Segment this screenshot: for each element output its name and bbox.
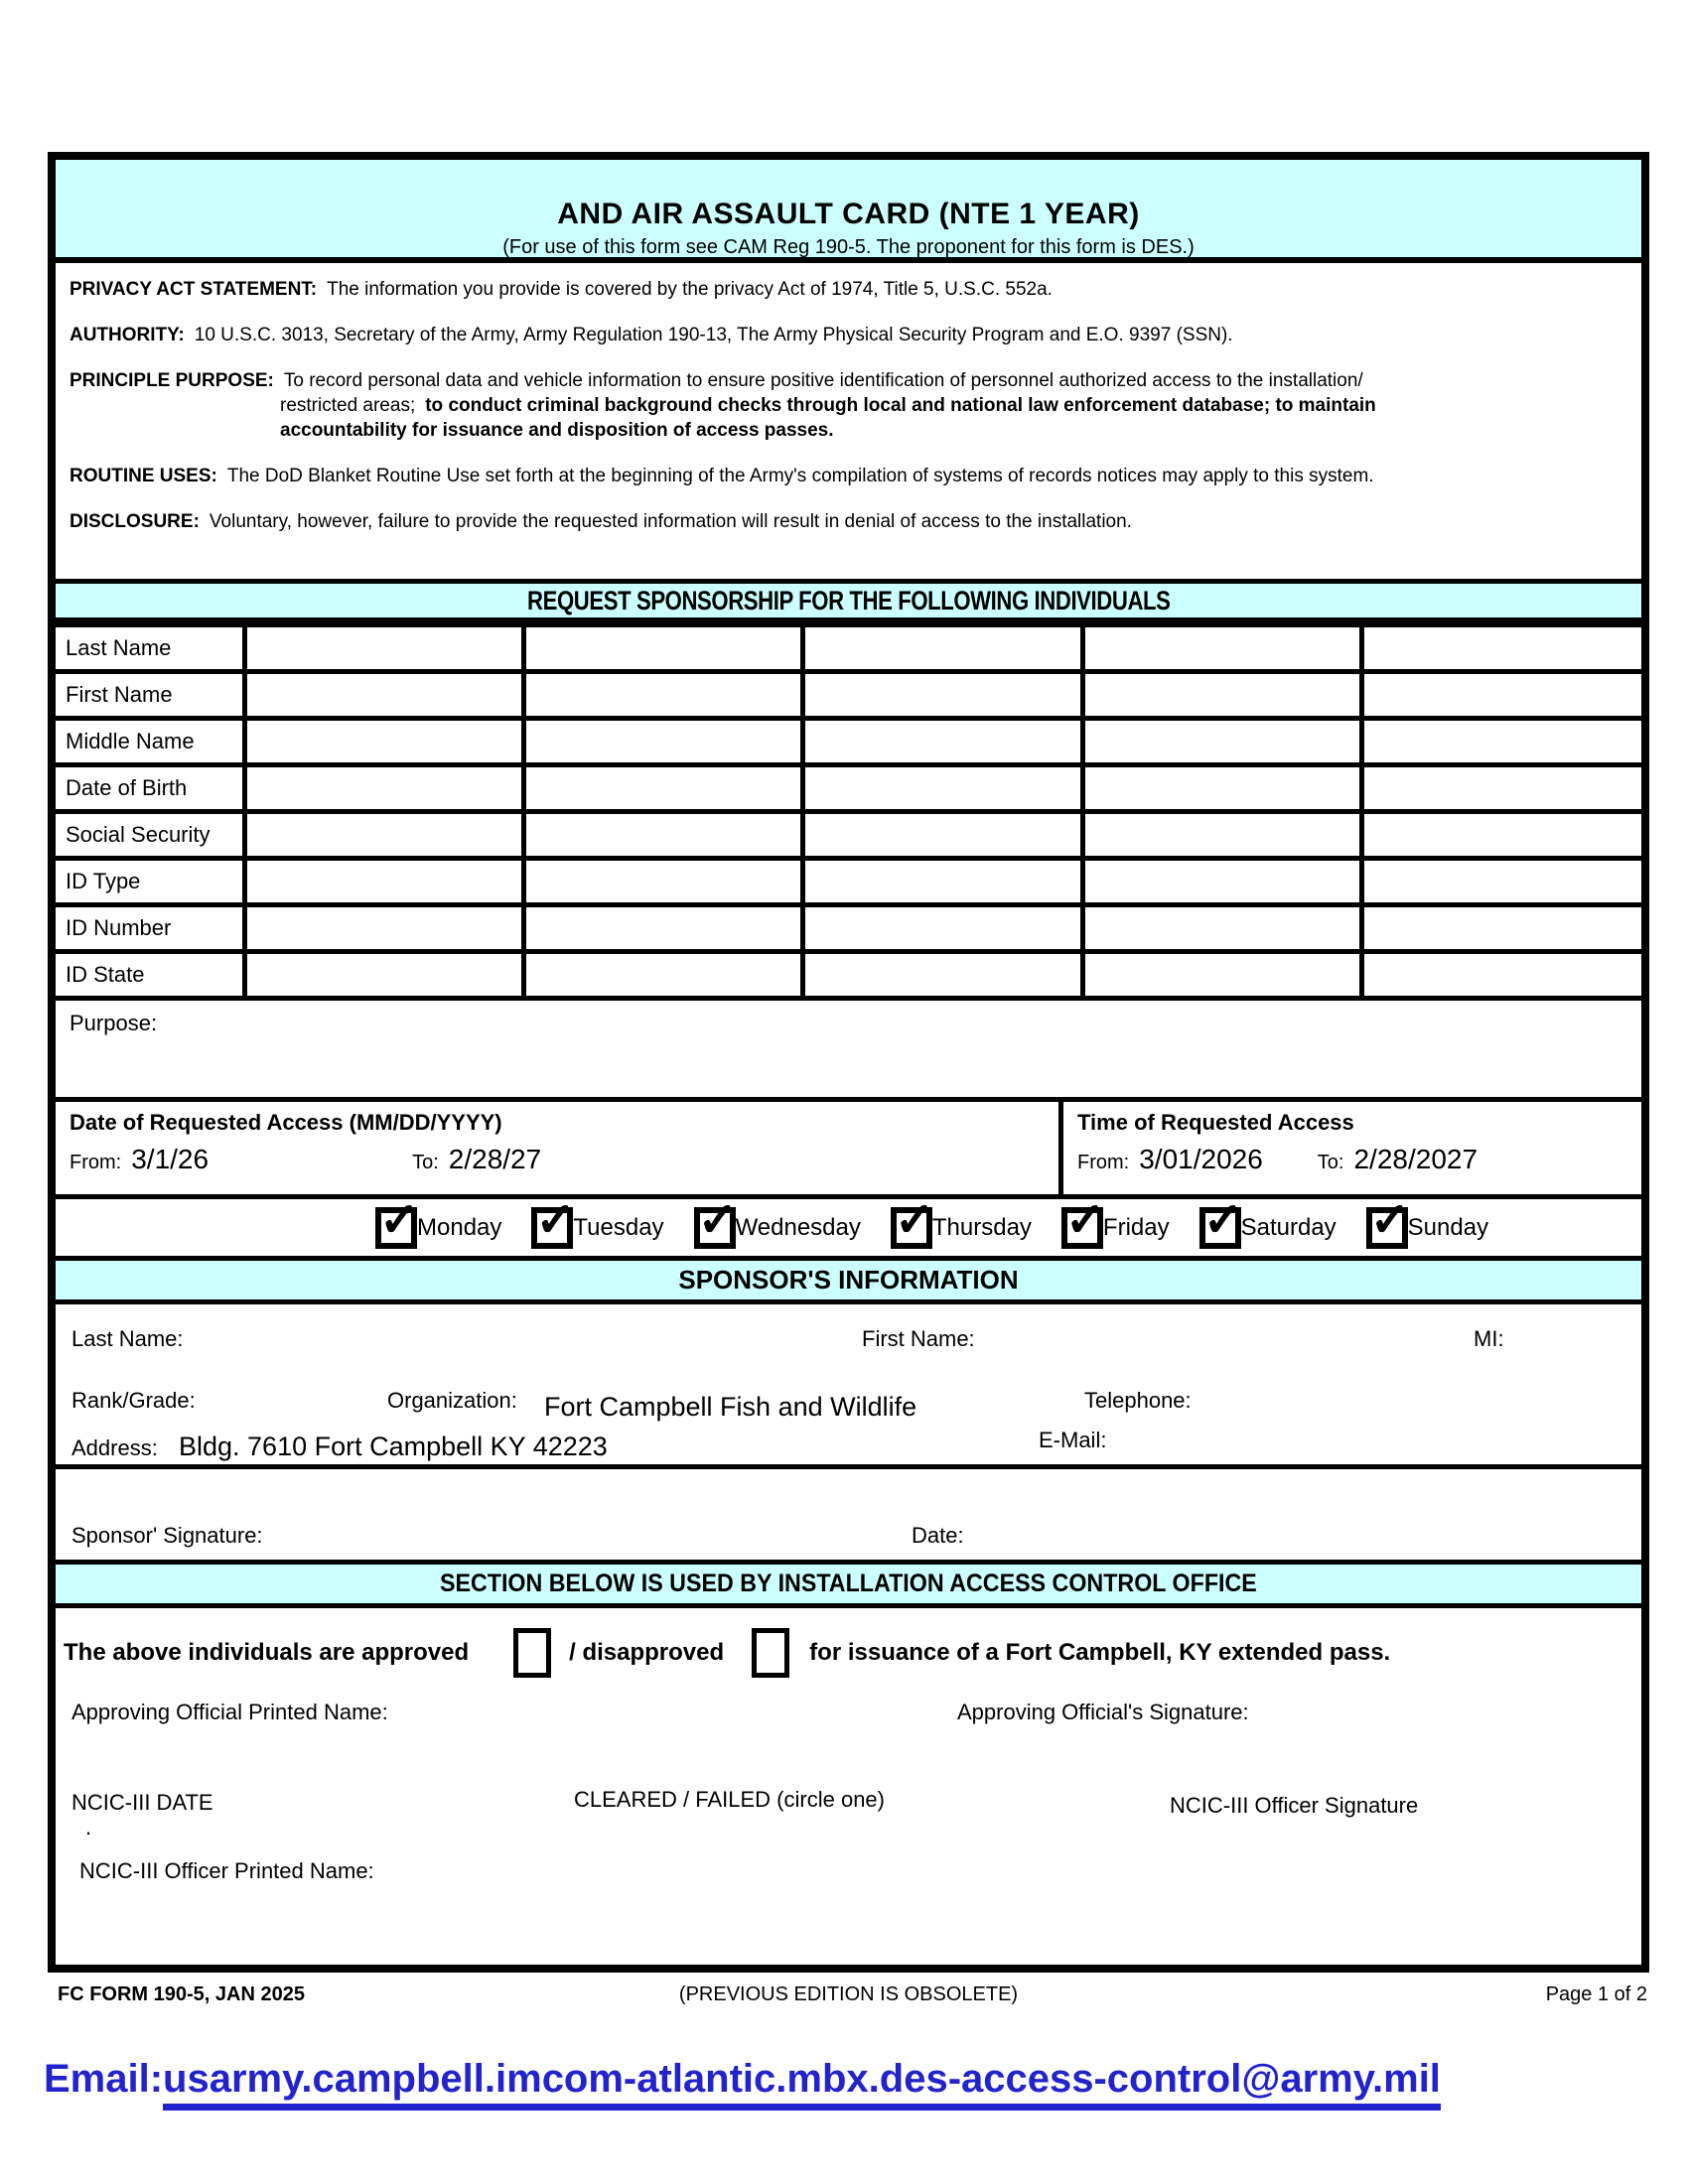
id-number-field-2[interactable] (523, 905, 802, 952)
date-from-value[interactable]: 3/1/26 (131, 1144, 210, 1174)
row-label-first-name: First Name (56, 672, 244, 719)
sponsor-signature-label: Sponsor' Signature: (71, 1523, 263, 1548)
table-row (56, 765, 1641, 812)
principle-purpose-line3: accountability for issuance and disposition of access passes. (280, 420, 834, 441)
middle-name-field-5[interactable] (1362, 719, 1641, 765)
id-type-field-4[interactable] (1082, 859, 1361, 905)
last-name-field-1[interactable] (244, 625, 523, 672)
authority-label: AUTHORITY: (70, 325, 185, 345)
page-indicator: Page 1 of 2 (1545, 1983, 1647, 2005)
approval-text-3: for issuance of a Fort Campbell, KY extended pass. (809, 1639, 1391, 1666)
day-label: Friday (1102, 1213, 1170, 1241)
wednesday-checkbox[interactable] (694, 1193, 738, 1249)
id-type-field-3[interactable] (803, 859, 1082, 905)
ncic-date-dot: . (85, 1815, 92, 1840)
approval-text-1: The above individuals are approved (64, 1639, 470, 1666)
first-name-field-5[interactable] (1362, 672, 1641, 719)
day-saturday (1199, 1193, 1336, 1249)
id-number-field-4[interactable] (1082, 905, 1361, 952)
tuesday-checkbox[interactable] (531, 1193, 576, 1249)
day-label: Thursday (931, 1213, 1032, 1241)
sponsor-mi-label: MI: (1474, 1326, 1504, 1351)
saturday-checkbox[interactable] (1199, 1193, 1243, 1249)
form-header (56, 160, 1641, 263)
ssn-field-2[interactable] (523, 812, 802, 859)
row-label-id-type: ID Type (56, 859, 244, 905)
row-label-last-name: Last Name (56, 625, 244, 672)
last-name-field-5[interactable] (1362, 625, 1641, 672)
disclosure-label: DISCLOSURE: (70, 511, 200, 532)
principle-purpose (70, 368, 1623, 443)
individuals-table (56, 622, 1641, 1001)
principle-purpose-line2-normal: restricted areas; (280, 395, 416, 416)
sponsor-telephone-label: Telephone: (1084, 1388, 1192, 1413)
disclosure (70, 509, 1623, 534)
row-label-id-number: ID Number (56, 905, 244, 952)
privacy-statement-text: The information you provide is covered by the privacy Act of 1974, Title 5, U.S.C. 552a. (327, 279, 1053, 300)
check-icon: ✓ (697, 1193, 738, 1247)
table-row (56, 812, 1641, 859)
date-access-title: Date of Requested Access (MM/DD/YYYY) (70, 1110, 502, 1135)
principle-purpose-line2 (280, 393, 1623, 418)
monday-checkbox[interactable] (375, 1193, 420, 1249)
id-state-field-2[interactable] (523, 952, 802, 999)
table-row (56, 719, 1641, 765)
id-state-field-3[interactable] (803, 952, 1082, 999)
email-label: Email: (44, 2057, 164, 2101)
form-title: AND AIR ASSAULT CARD (NTE 1 YEAR) (557, 198, 1140, 230)
authority (70, 323, 1623, 347)
day-label: Saturday (1240, 1213, 1336, 1241)
privacy-statement (70, 277, 1623, 302)
routine-uses (70, 464, 1623, 488)
sunday-checkbox[interactable] (1366, 1193, 1410, 1249)
row-label-middle-name: Middle Name (56, 719, 244, 765)
table-row (56, 905, 1641, 952)
thursday-checkbox[interactable] (891, 1193, 935, 1249)
id-type-field-5[interactable] (1362, 859, 1641, 905)
ssn-field-1[interactable] (244, 812, 523, 859)
sponsor-signature-area (56, 1469, 1641, 1565)
middle-name-field-4[interactable] (1082, 719, 1361, 765)
table-row (56, 952, 1641, 999)
ssn-field-3[interactable] (803, 812, 1082, 859)
dob-field-5[interactable] (1362, 765, 1641, 812)
ncic-date-label: NCIC-III DATE (71, 1790, 213, 1815)
check-icon: ✓ (1369, 1193, 1410, 1247)
dob-field-4[interactable] (1082, 765, 1361, 812)
id-state-field-5[interactable] (1362, 952, 1641, 999)
privacy-act-section (56, 263, 1641, 579)
email-address-link[interactable]: usarmy.campbell.imcom-atlantic.mbx.des-access-control@army.mil (163, 2057, 1441, 2111)
approving-official-signature-label: Approving Official's Signature: (957, 1700, 1249, 1724)
date-to-value[interactable]: 2/28/27 (448, 1144, 542, 1174)
time-from-value[interactable]: 3/01/2026 (1139, 1144, 1263, 1174)
ssn-field-5[interactable] (1362, 812, 1641, 859)
sponsor-information-header (56, 1261, 1641, 1304)
time-to-label: To: (1317, 1152, 1344, 1173)
day-label: Wednesday (735, 1213, 861, 1241)
table-row (56, 672, 1641, 719)
check-icon: ✓ (535, 1193, 576, 1247)
ncic-officer-printed-name-label: NCIC-III Officer Printed Name: (79, 1858, 374, 1883)
date-from-label: From: (70, 1152, 122, 1173)
day-wednesday (694, 1193, 861, 1249)
sponsor-information-title: SPONSOR'S INFORMATION (678, 1265, 1019, 1295)
request-sponsorship-title: REQUEST SPONSORSHIP FOR THE FOLLOWING INDIVIDUALS (526, 585, 1171, 615)
middle-name-field-2[interactable] (523, 719, 802, 765)
approval-text-2: / disapproved (569, 1639, 725, 1666)
dob-field-1[interactable] (244, 765, 523, 812)
purpose-field[interactable] (56, 1001, 1641, 1102)
cleared-failed-label[interactable]: CLEARED / FAILED (circle one) (574, 1787, 885, 1812)
access-control-header (56, 1565, 1641, 1608)
middle-name-field-1[interactable] (244, 719, 523, 765)
sponsor-email-label: E-Mail: (1039, 1428, 1107, 1452)
sponsor-address-value[interactable]: Bldg. 7610 Fort Campbell KY 42223 (179, 1432, 608, 1461)
contact-email-line (44, 2057, 1441, 2102)
check-icon: ✓ (1202, 1193, 1243, 1247)
purpose-label: Purpose: (70, 1011, 158, 1035)
approved-checkbox[interactable] (513, 1628, 551, 1678)
middle-name-field-3[interactable] (803, 719, 1082, 765)
friday-checkbox[interactable] (1061, 1193, 1106, 1249)
id-state-field-4[interactable] (1082, 952, 1361, 999)
request-sponsorship-header (56, 579, 1641, 622)
sponsor-last-name-label: Last Name: (71, 1326, 184, 1351)
day-sunday (1366, 1193, 1489, 1249)
principle-purpose-line1: To record personal data and vehicle information to ensure positive identification of personnel authorized access to the installation/ (283, 370, 1363, 391)
id-number-field-5[interactable] (1362, 905, 1641, 952)
principle-purpose-label: PRINCIPLE PURPOSE: (70, 370, 274, 391)
row-label-social-security: Social Security (56, 812, 244, 859)
approval-section (56, 1608, 1641, 1965)
form-number: FC FORM 190-5, JAN 2025 (58, 1983, 305, 2005)
id-type-field-1[interactable] (244, 859, 523, 905)
check-icon: ✓ (379, 1193, 420, 1247)
check-icon: ✓ (894, 1193, 935, 1247)
days-of-week-row (56, 1193, 1641, 1261)
table-row (56, 859, 1641, 905)
sponsor-rank-label: Rank/Grade: (71, 1388, 196, 1413)
first-name-field-3[interactable] (803, 672, 1082, 719)
previous-edition-note: (PREVIOUS EDITION IS OBSOLETE) (678, 1983, 1019, 2005)
row-label-id-state: ID State (56, 952, 244, 999)
ssn-field-4[interactable] (1082, 812, 1361, 859)
routine-uses-label: ROUTINE USES: (70, 466, 217, 486)
date-to-label: To: (412, 1152, 439, 1173)
last-name-field-4[interactable] (1082, 625, 1361, 672)
time-of-requested-access (1063, 1102, 1641, 1194)
sponsor-organization-value[interactable]: Fort Campbell Fish and Wildlife (544, 1392, 917, 1422)
sponsor-block (56, 1304, 1641, 1469)
row-label-date-of-birth: Date of Birth (56, 765, 244, 812)
dob-field-2[interactable] (523, 765, 802, 812)
day-label: Sunday (1407, 1213, 1489, 1241)
sponsor-date-label: Date: (912, 1523, 964, 1548)
last-name-field-2[interactable] (523, 625, 802, 672)
approving-official-name-label: Approving Official Printed Name: (71, 1700, 388, 1724)
approval-line (64, 1628, 1390, 1678)
first-name-field-2[interactable] (523, 672, 802, 719)
routine-uses-text: The DoD Blanket Routine Use set forth at the beginning of the Army's compilation of systems of records notices may apply to this system. (226, 466, 1374, 486)
time-from-label: From: (1077, 1152, 1130, 1173)
id-state-field-1[interactable] (244, 952, 523, 999)
access-control-title: SECTION BELOW IS USED BY INSTALLATION ACCESS CONTROL OFFICE (440, 1570, 1257, 1597)
authority-text: 10 U.S.C. 3013, Secretary of the Army, Army Regulation 190-13, The Army Physical Security Program and E.O. 9397 (SSN). (194, 325, 1233, 345)
disapproved-checkbox[interactable] (752, 1628, 789, 1678)
ncic-officer-signature-label: NCIC-III Officer Signature (1170, 1793, 1419, 1818)
day-friday (1061, 1193, 1170, 1249)
first-name-field-4[interactable] (1082, 672, 1361, 719)
time-access-title: Time of Requested Access (1077, 1110, 1354, 1135)
time-to-value[interactable]: 2/28/2027 (1353, 1144, 1478, 1174)
day-monday (375, 1193, 502, 1249)
last-name-field-3[interactable] (803, 625, 1082, 672)
sponsor-organization-label: Organization: (387, 1388, 517, 1413)
date-of-requested-access (56, 1102, 1063, 1194)
first-name-field-1[interactable] (244, 672, 523, 719)
disclosure-text: Voluntary, however, failure to provide the requested information will result in denial of access to the installation. (209, 511, 1132, 532)
form-subtitle: (For use of this form see CAM Reg 190-5. The proponent for this form is DES.) (502, 236, 1195, 258)
day-thursday (891, 1193, 1032, 1249)
id-number-field-3[interactable] (803, 905, 1082, 952)
id-number-field-1[interactable] (244, 905, 523, 952)
fc-form-190-5 (48, 152, 1649, 1973)
id-type-field-2[interactable] (523, 859, 802, 905)
day-tuesday (531, 1193, 664, 1249)
table-row (56, 625, 1641, 672)
privacy-statement-label: PRIVACY ACT STATEMENT: (70, 279, 318, 300)
sponsor-address-label: Address: (71, 1435, 158, 1460)
sponsor-first-name-label: First Name: (862, 1326, 975, 1351)
check-icon: ✓ (1064, 1193, 1106, 1247)
dob-field-3[interactable] (803, 765, 1082, 812)
requested-access-row (56, 1102, 1641, 1199)
day-label: Tuesday (573, 1213, 664, 1241)
principle-purpose-line2-bold: to conduct criminal background checks through local and national law enforcement database; to maintain (425, 395, 1376, 416)
day-label: Monday (417, 1213, 502, 1241)
